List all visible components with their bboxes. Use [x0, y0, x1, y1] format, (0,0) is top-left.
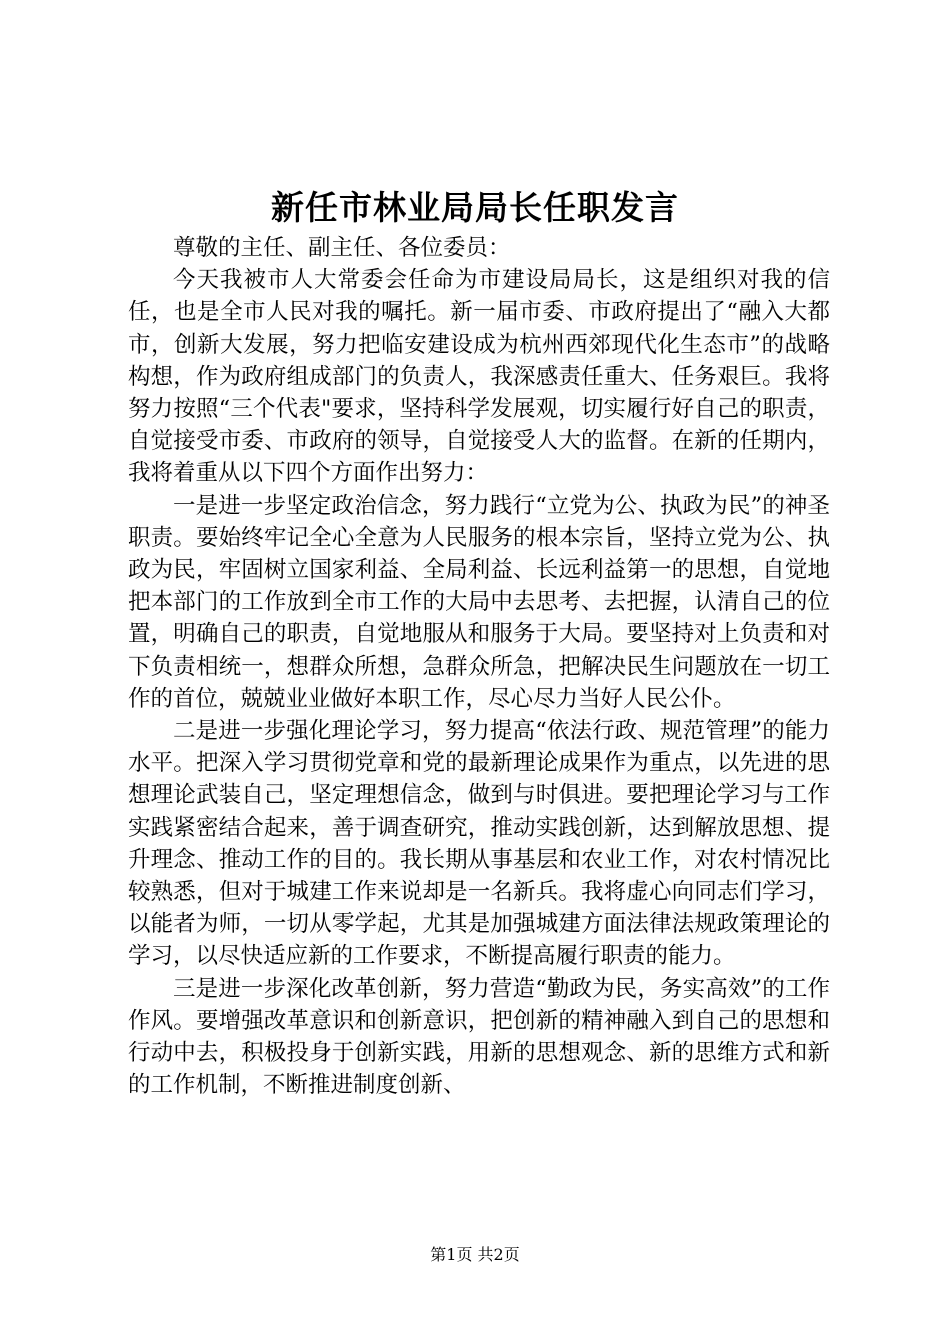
document-body [128, 232, 830, 1101]
body-paragraph-three: 三是进一步深化改革创新，努力营造“勤政为民，务实高效”的工作作风。要增强改革意识和创新意识，把创新的精神融入到自己的思想和行动中去，积极投身于创新实践，用新的思想观念、新的思维方式和新的工作机制，不断推进制度创新、 [128, 975, 830, 1099]
body-paragraph-two: 二是进一步强化理论学习，努力提高“依法行政、规范管理”的能力水平。把深入学习贯彻党章和党的最新理论成果作为重点，以先进的思想理论武装自己，坚定理想信念，做到与时俱进。要把理论学习与工作实践紧密结合起来，善于调查研究，推动实践创新，达到解放思想、提升理念、推动工作的目的。我长期从事基层和农业工作，对农村情况比较熟悉，但对于城建工作来说却是一名新兵。我将虚心向同志们学习，以能者为师，一切从零学起，尤其是加强城建方面法律法规政策理论的学习，以尽快适应新的工作要求，不断提高履行职责的能力。 [128, 718, 830, 970]
salutation-paragraph: 尊敬的主任、副主任、各位委员： [173, 235, 511, 261]
body-paragraph-intro: 今天我被市人大常委会任命为市建设局局长，这是组织对我的信任，也是全市人民对我的嘱托。新一届市委、市政府提出了“融入大都市，创新大发展，努力把临安建设成为杭州西郊现代化生态市”的战略构想，作为政府组成部门的负责人，我深感责任重大、任务艰巨。我将努力按照“三个代表"要求，坚持科学发展观，切实履行好自己的职责，自觉接受市委、市政府的领导，自觉接受人大的监督。在新的任期内，我将着重从以下四个方面作出努力： [128, 267, 830, 487]
document-title: 新任市林业局局长任职发言 [271, 188, 679, 227]
body-paragraph-one: 一是进一步坚定政治信念，努力践行“立党为公、执政为民”的神圣职责。要始终牢记全心全意为人民服务的根本宗旨，坚持立党为公、执政为民，牢固树立国家利益、全局利益、长远利益第一的思想，自觉地把本部门的工作放到全市工作的大局中去思考、去把握，认清自己的位置，明确自己的职责，自觉地服从和服务于大局。要坚持对上负责和对下负责相统一，想群众所想，急群众所急，把解决民生问题放在一切工作的首位，兢兢业业做好本职工作，尽心尽力当好人民公仆。 [128, 492, 830, 712]
page-number-footer: 第1页 共2页 [430, 1245, 520, 1264]
